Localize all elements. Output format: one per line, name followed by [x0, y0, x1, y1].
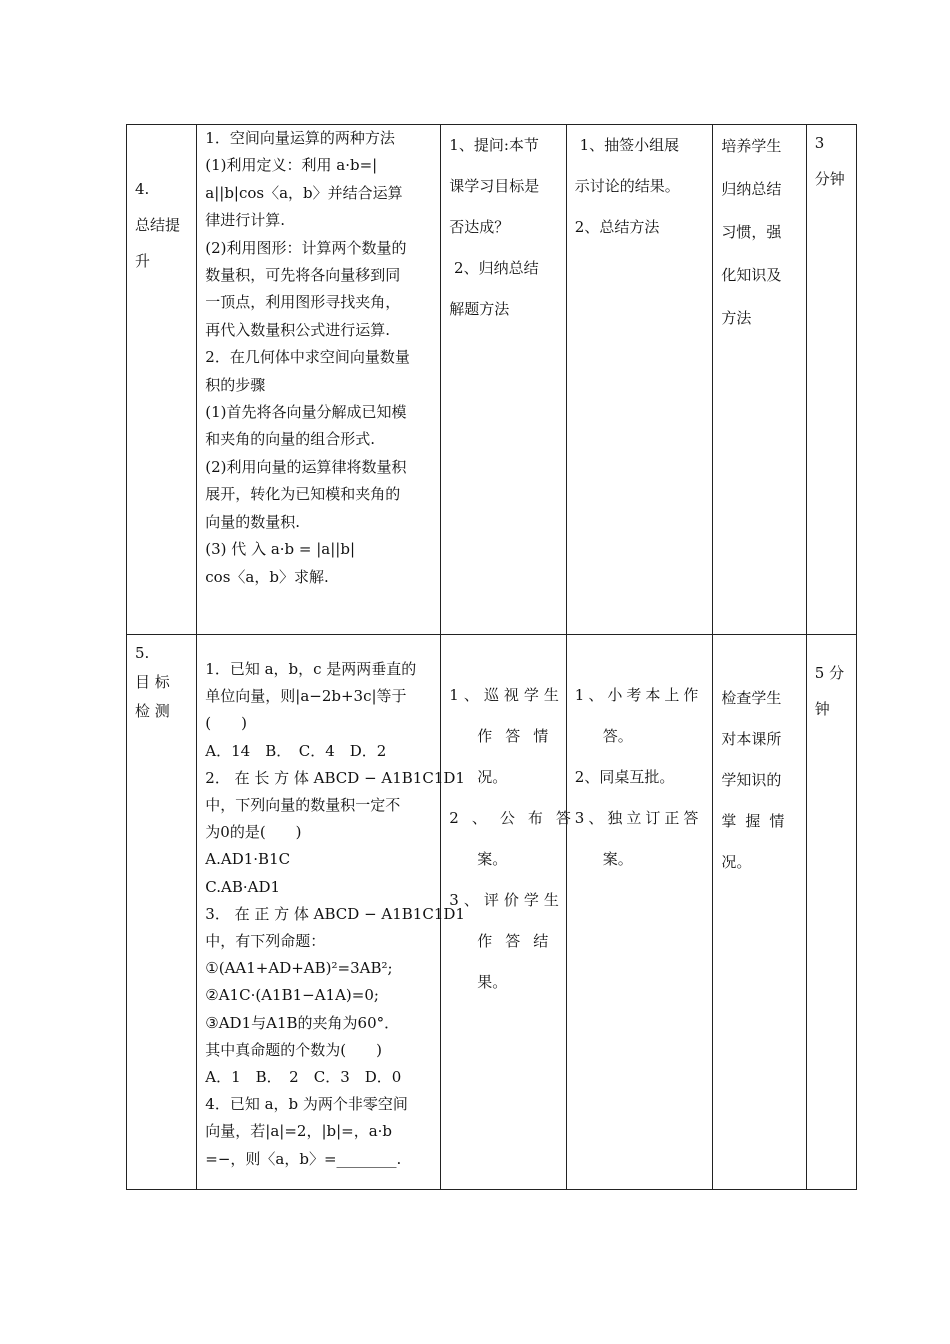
student-line: 案。 [602, 850, 633, 868]
question-line: 为0的是( ) [205, 823, 302, 842]
teacher-line: 果。 [477, 973, 508, 991]
content-line: cos〈a，b〉求解. [205, 567, 329, 586]
intent-line: 培养学生 [721, 137, 782, 155]
table-row [127, 635, 857, 1190]
question-line: A．1 B． 2 C．3 D．0 [205, 1068, 402, 1087]
content-line: a||b|cos〈a，b〉并结合运算 [205, 183, 403, 202]
teacher-line: 2、归纳总结 [449, 259, 539, 277]
teacher-line: 案。 [477, 850, 508, 868]
intent-line: 化知识及 [721, 266, 782, 284]
question-line: 向量，若|a|=2，|b|=，a·b [205, 1122, 393, 1141]
student-line: 2、同桌互批。 [574, 768, 675, 786]
content-line: 和夹角的向量的组合形式. [205, 430, 376, 449]
question-line: 其中真命题的个数为( ) [205, 1040, 382, 1059]
content-line: 展开，转化为已知模和夹角的 [205, 485, 401, 504]
student-activity-cell [566, 635, 713, 1190]
teacher-line: 解题方法 [449, 300, 510, 318]
teacher-line: 况。 [477, 768, 508, 786]
question-line: =−，则〈a，b〉=________. [205, 1149, 402, 1168]
teacher-line: 课学习目标是 [449, 177, 540, 195]
teacher-line: 2、公布答 [449, 809, 584, 827]
question-line: 3． 在 正 方 体 ABCD − A1B1C1D1 [205, 904, 465, 923]
intent-line: 对本课所 [721, 730, 782, 748]
student-line: 2、总结方法 [574, 218, 660, 236]
table-row [127, 125, 857, 635]
stage-cell [127, 125, 197, 635]
content-cell [197, 635, 465, 1190]
content-line: (2)利用向量的运算律将数量积 [205, 457, 407, 476]
intent-line: 习惯，强 [721, 223, 782, 241]
teacher-line: 否达成？ [449, 218, 510, 236]
question-line: A．14 B． C．4 D．2 [205, 741, 387, 760]
teacher-activity-cell [441, 125, 567, 635]
time-line: 分钟 [814, 170, 845, 188]
question-line: C.AB·AD1 [205, 877, 281, 896]
teacher-activity-cell [441, 635, 584, 1190]
question-line: 单位向量，则|a−2b+3c|等于 [205, 687, 407, 706]
stage-cell [127, 635, 197, 1190]
stage-title: 总结提 [135, 216, 181, 234]
design-intent-cell [713, 125, 806, 635]
content-cell [197, 125, 441, 635]
time-line: 3 [814, 134, 825, 152]
content-line: 律进行计算. [205, 211, 286, 230]
teacher-line: 3、评价学生 [449, 891, 564, 909]
content-line: (1)首先将各向量分解成已知模 [205, 403, 407, 422]
stage-number: 5. [135, 644, 150, 662]
question-line: 1．已知 a，b，c 是两两垂直的 [205, 660, 417, 678]
question-line: ( ) [205, 714, 247, 733]
student-activity-cell [566, 125, 713, 635]
content-line: 2．在几何体中求空间向量数量 [205, 348, 410, 367]
content-line: 一顶点，利用图形寻找夹角， [205, 293, 401, 312]
student-line: 示讨论的结果。 [574, 177, 680, 195]
intent-line: 检查学生 [721, 689, 782, 707]
content-line: 向量的数量积. [205, 512, 301, 531]
time-line: 钟 [814, 700, 830, 718]
student-line: 1、小考本上作 [574, 686, 703, 704]
design-intent-cell [713, 635, 806, 1190]
stage-title: 目 标 [135, 673, 170, 691]
stage-title: 检 测 [135, 702, 170, 720]
intent-line: 学知识的 [721, 771, 782, 789]
teacher-line: 1、提问:本节 [449, 136, 539, 154]
time-cell [806, 635, 856, 1190]
intent-line: 归纳总结 [721, 180, 782, 198]
content-line: 再代入数量积公式进行运算. [205, 320, 391, 339]
intent-line: 方法 [721, 309, 752, 327]
content-line: (2)利用图形：计算两个数量的 [205, 238, 407, 257]
teacher-line: 1、巡视学生 [449, 686, 564, 704]
time-line: 5 分 [814, 664, 845, 682]
content-line: (3) 代 入 a·b = |a||b| [205, 540, 356, 559]
stage-number: 4. [135, 180, 150, 198]
intent-line: 况。 [721, 853, 752, 871]
lesson-plan-table [126, 124, 857, 1190]
content-line: 数量积，可先将各向量移到同 [205, 266, 401, 285]
stage-title: 升 [135, 252, 151, 270]
question-line: ①(AA1+AD+AB)²=3AB²; [205, 959, 393, 978]
content-line: 1．空间向量运算的两种方法 [205, 129, 395, 147]
question-line: 2． 在 长 方 体 ABCD − A1B1C1D1 [205, 768, 465, 787]
content-line: (1)利用定义：利用 a·b=| [205, 156, 378, 175]
intent-line: 掌握情 [721, 812, 794, 830]
teacher-line: 作答情 [477, 727, 562, 745]
time-cell [806, 125, 856, 635]
student-line: 1、抽签小组展 [574, 136, 680, 154]
teacher-line: 作答结 [477, 932, 562, 950]
question-line: 中，有下列命题： [205, 932, 326, 951]
question-line: ②A1C·(A1B1−A1A)=0; [205, 986, 379, 1005]
question-line: 4．已知 a，b 为两个非零空间 [205, 1095, 408, 1114]
student-line: 答。 [602, 727, 633, 745]
question-line: ③AD1与A1B的夹角为60°． [205, 1013, 400, 1032]
question-line: 中，下列向量的数量积一定不 [205, 796, 401, 815]
content-line: 积的步骤 [205, 375, 266, 394]
student-line: 3、独立订正答 [574, 809, 703, 827]
question-line: A.AD1·B1C [205, 850, 291, 869]
